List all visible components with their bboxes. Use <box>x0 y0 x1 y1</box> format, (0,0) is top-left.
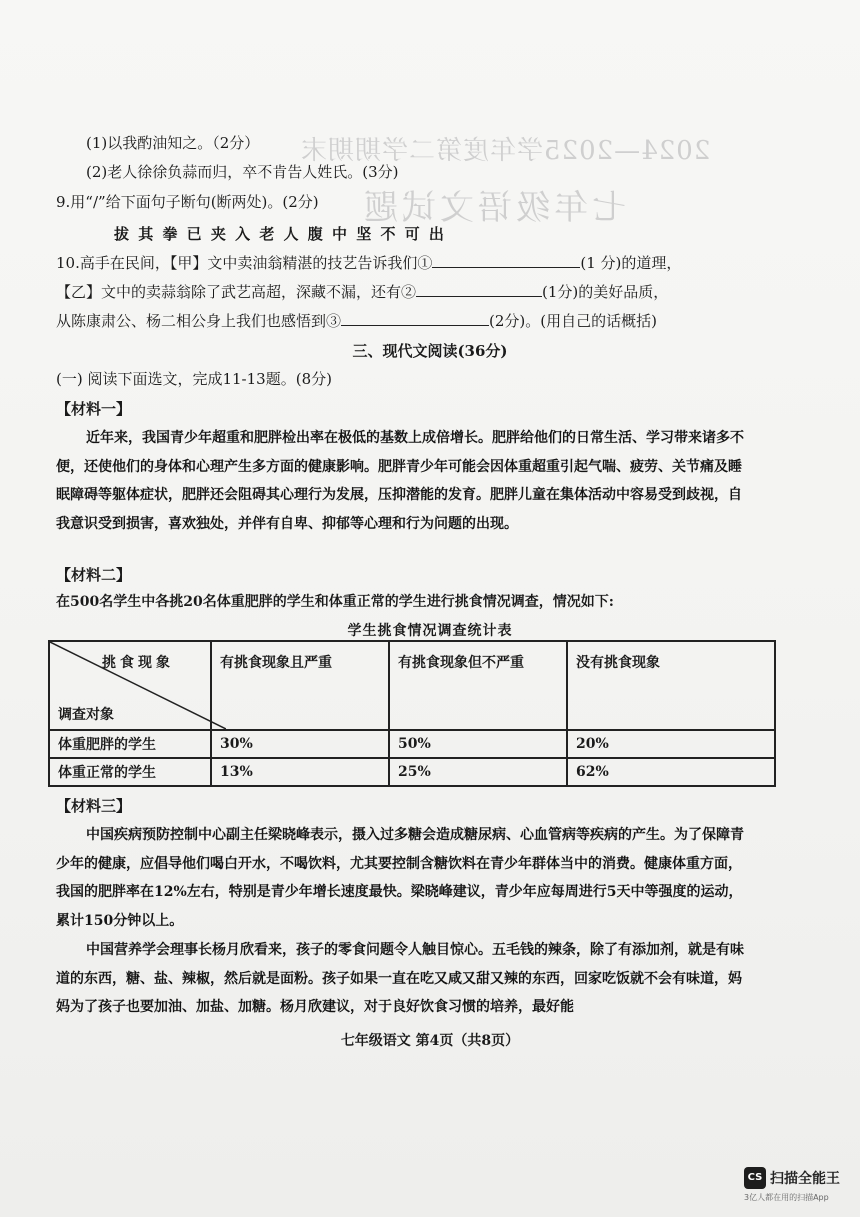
survey-table-corner <box>49 641 211 730</box>
column-axis-label: 挑食现象 <box>102 655 174 671</box>
table-cell: 25% <box>389 758 567 786</box>
question-10-text-c-end: (2分)。(用自己的话概括) <box>489 312 657 330</box>
bleed-through-subtitle: 七年级语文试题 <box>360 188 626 228</box>
material-1-text: 近年来，我国青少年超重和肥胖检出率在极低的基数上成倍增长。肥胖给他们的日常生活、学习带来诸多不便，还使他们的身体和心理产生多方面的健康影响。肥胖青少年可能会因体重超重引起气喘、疲劳、关节痛及睡眠障碍等躯体症状，肥胖还会阻碍其心理行为发展，压抑潜能的发育。肥胖儿童在集体活动中容易受到歧视，自我意识受到损害，喜欢独处，并伴有自卑、抑郁等心理和行为问题的出现。 <box>56 430 744 533</box>
material-2-intro: 在500名学生中各挑20名体重肥胖的学生和体重正常的学生进行挑食情况调查，情况如下: <box>56 594 614 610</box>
question-10-text-a: 10.高手在民间，【甲】文中卖油翁精湛的技艺告诉我们① <box>56 254 433 272</box>
material-3-paragraph-2 <box>56 936 746 1022</box>
section-3-instructions: (一) 阅读下面选文，完成11-13题。(8分) <box>56 370 332 388</box>
table-row <box>49 730 775 758</box>
page-footer: 七年级语文 第4页（共8页） <box>340 1033 520 1049</box>
question-10-line-1 <box>56 253 681 273</box>
material-3-text-1: 中国疾病预防控制中心副主任梁晓峰表示，摄入过多糖会造成糖尿病、心血管病等疾病的产生。为了保障青少年的健康，应倡导他们喝白开水，不喝饮料，尤其要控制含糖饮料在青少年群体当中的消费。健康体重方面，我国的肥胖率在12%左右，特别是青少年增长速度最快。梁晓峰建议，青少年应每周进行5天中等强度的运动，累计150分钟以上。 <box>56 827 744 930</box>
question-10-text-b-end: (1分)的美好品质， <box>542 283 669 301</box>
section-3-title: 三、现代文阅读(36分) <box>352 342 508 360</box>
bleed-through-title: 2024—2025学年度第二学期期末 <box>300 136 711 166</box>
material-3-paragraph-1 <box>56 821 746 936</box>
question-9: 9.用“/”给下面句子断句(断两处)。(2分) <box>56 193 319 211</box>
question-10-text-c: 从陈康肃公、杨二相公身上我们也感悟到③ <box>56 312 342 330</box>
survey-table-title: 学生挑食情况调查统计表 <box>347 623 513 639</box>
question-10-line-3 <box>56 311 657 331</box>
table-cell: 13% <box>211 758 389 786</box>
material-2-label: 【材料二】 <box>56 566 132 584</box>
material-3-text-2: 中国营养学会理事长杨月欣看来，孩子的零食问题令人触目惊心。五毛钱的辣条，除了有添加剂，就是有味道的东西，糖、盐、辣椒，然后就是面粉。孩子如果一直在吃又咸又甜又辣的东西，回家吃饭就不会有味道，妈妈为了孩子也要加油、加盐、加糖。杨月欣建议，对于良好饮食习惯的培养，最好能 <box>56 942 744 1016</box>
table-cell: 50% <box>389 730 567 758</box>
survey-table <box>48 640 776 787</box>
table-row <box>49 758 775 786</box>
answer-blank-3[interactable] <box>341 311 489 326</box>
question-9-sentence: 拔 其 拳 已 夹 入 老 人 腹 中 坚 不 可 出 <box>114 225 446 243</box>
answer-blank-2[interactable] <box>416 282 542 297</box>
row-axis-label: 调查对象 <box>58 707 114 723</box>
question-10-text-a-end: (1 分)的道理， <box>580 254 682 272</box>
table-cell: 30% <box>211 730 389 758</box>
table-cell: 20% <box>567 730 775 758</box>
row-label: 体重肥胖的学生 <box>49 730 211 758</box>
question-10-text-b: 【乙】文中的卖蒜翁除了武艺高超，深藏不漏，还有② <box>56 283 417 301</box>
header-none: 没有挑食现象 <box>567 641 775 730</box>
survey-table-header-row <box>49 641 775 730</box>
question-8-2: (2)老人徐徐负蒜而归，卒不肯告人姓氏。(3分) <box>86 163 399 181</box>
header-severe: 有挑食现象且严重 <box>211 641 389 730</box>
question-8-1: (1)以我酌油知之。（2分） <box>86 134 260 152</box>
material-3-label: 【材料三】 <box>56 797 132 815</box>
watermark-app-name: 扫描全能王 <box>770 1171 840 1187</box>
material-1-body <box>56 424 746 539</box>
answer-blank-1[interactable] <box>432 253 580 268</box>
scanner-watermark <box>744 1167 840 1202</box>
header-mild: 有挑食现象但不严重 <box>389 641 567 730</box>
watermark-tagline: 3亿人都在用的扫描App <box>744 1193 829 1202</box>
table-cell: 62% <box>567 758 775 786</box>
question-10-line-2 <box>56 282 668 302</box>
material-1-label: 【材料一】 <box>56 400 132 418</box>
row-label: 体重正常的学生 <box>49 758 211 786</box>
camscanner-logo-icon: CS <box>744 1167 766 1189</box>
